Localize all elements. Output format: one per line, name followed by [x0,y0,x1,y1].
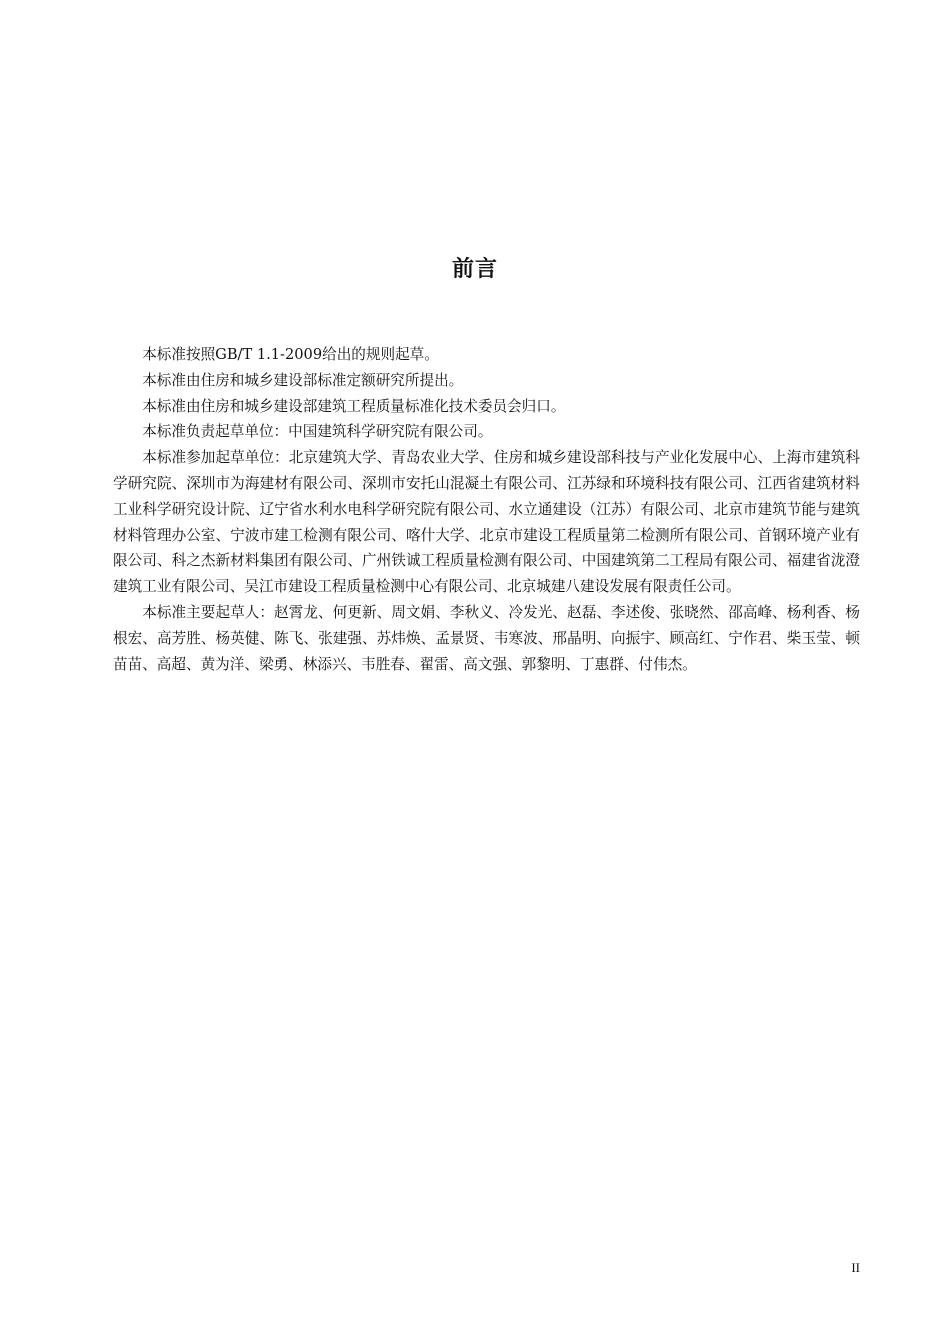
paragraph-lead-drafting-unit: 本标准负责起草单位：中国建筑科学研究院有限公司。 [142,423,493,441]
paragraph-main-drafters: 本标准主要起草人：赵霄龙、何更新、周文娟、李秋义、冷发光、赵磊、李述俊、张晓然、邵高峰、杨利香、杨根宏、高芳胜、杨英健、陈飞、张建强、苏炜焕、孟景贤、韦寒波、邢晶明、向振宇、顾高红、宁作君、柴玉莹、顿苗苗、高超、黄为洋、梁勇、林添兴、韦胜春、翟雷、高文强、郭黎明、丁惠群、付伟杰。 [113,603,860,673]
page-number: II [851,1260,860,1275]
foreword-body [113,342,860,677]
paragraph-administrator: 本标准由住房和城乡建设部建筑工程质量标准化技术委员会归口。 [142,397,566,415]
paragraph-drafting-rules: 本标准按照GB/T 1.1-2009给出的规则起草。 [142,346,439,363]
page-title: 前言 [451,257,498,282]
paragraph-proposer: 本标准由住房和城乡建设部标准定额研究所提出。 [142,371,464,389]
paragraph-participating-units: 本标准参加起草单位：北京建筑大学、青岛农业大学、住房和城乡建设部科技与产业化发展中心、上海市建筑科学研究院、深圳市为海建材有限公司、深圳市安托山混凝土有限公司、江苏绿和环境科技有限公司、江西省建筑材料工业科学研究设计院、辽宁省水利水电科学研究院有限公司、水立通建设（江苏）有限公司、北京市建筑节能与建筑材料管理办公室、宁波市建工检测有限公司、喀什大学、北京市建设工程质量第二检测所有限公司、首钢环境产业有限公司、科之杰新材料集团有限公司、广州铁诚工程质量检测有限公司、中国建筑第二工程局有限公司、福建省泷澄建筑工业有限公司、吴江市建设工程质量检测中心有限公司、北京城建八建设发展有限责任公司。 [113,449,860,596]
